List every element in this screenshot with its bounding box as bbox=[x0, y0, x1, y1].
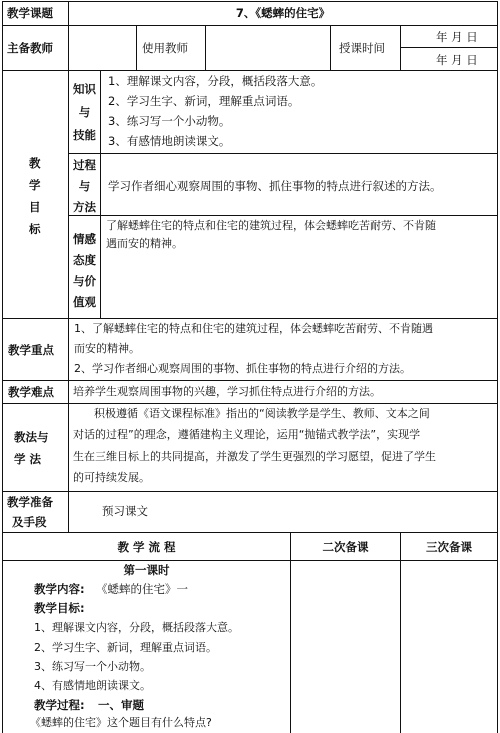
knowledge-item: 1、理解课文内容，分段，概括段落大意。 bbox=[108, 74, 323, 88]
table-rule-vertical bbox=[330, 25, 331, 70]
process-step: 一、审题 bbox=[98, 698, 144, 712]
table-rule bbox=[2, 491, 498, 492]
knowledge-item: 2、学习生字、新词，理解重点词语。 bbox=[108, 94, 300, 108]
key-points-text: 1、了解蟋蟀住宅的特点和住宅的建筑过程，体会蟋蟀吃苦耐劳、不肯随遇 bbox=[74, 322, 433, 335]
user-teacher-label: 使用教师 bbox=[142, 41, 188, 55]
period-title: 第一课时 bbox=[123, 563, 170, 577]
table-rule-vertical bbox=[136, 25, 137, 70]
goals-title-char: 学 bbox=[29, 178, 41, 192]
method-text: 生在三维目标上的共同提高，并激发了学生更强烈的学习愿望，促进了学生 bbox=[73, 450, 436, 463]
table-rule-vertical bbox=[205, 25, 206, 70]
lesson-goal: 4、有感情地朗读课文。 bbox=[34, 679, 151, 692]
date-line: 年 月 日 bbox=[436, 30, 478, 44]
table-border-right bbox=[497, 1, 498, 733]
table-rule bbox=[68, 153, 498, 154]
table-rule-vertical bbox=[400, 532, 401, 733]
knowledge-label: 技能 bbox=[73, 128, 96, 142]
emotion-text: 遇而安的精神。 bbox=[106, 237, 183, 250]
main-teacher-label: 主备教师 bbox=[7, 41, 53, 55]
flow-header: 教 学 流 程 bbox=[117, 540, 176, 554]
emotion-label: 情感 bbox=[73, 232, 96, 246]
table-rule-vertical bbox=[290, 532, 291, 733]
emotion-text: 了解蟋蟀住宅的特点和住宅的建筑过程，体会蟋蟀吃苦耐劳、不肯随 bbox=[106, 219, 436, 232]
table-rule bbox=[68, 215, 498, 216]
emotion-label: 与价 bbox=[73, 274, 96, 288]
table-rule-vertical bbox=[400, 25, 401, 70]
goals-label: 教学目标: bbox=[34, 601, 85, 615]
key-points-text: 而安的精神。 bbox=[74, 342, 140, 355]
process-label-lesson: 教学过程: bbox=[34, 698, 85, 712]
lesson-goal: 2、学习生字、新词，理解重点词语。 bbox=[34, 641, 217, 654]
table-rule-vertical bbox=[100, 70, 101, 318]
table-rule bbox=[2, 560, 498, 561]
table-rule bbox=[2, 318, 498, 319]
difficulty-text: 培养学生观察周围事物的兴趣，学习抓住特点进行介绍的方法。 bbox=[73, 385, 381, 398]
knowledge-item: 3、有感情地朗读课文。 bbox=[108, 134, 231, 148]
knowledge-label: 知识 bbox=[73, 82, 96, 96]
topic-value: 7、《蟋蟀的住宅》 bbox=[235, 6, 331, 20]
content-value: 《蟋蟀的住宅》一 bbox=[96, 582, 188, 596]
knowledge-item: 3、练习写一个小动物。 bbox=[108, 114, 231, 128]
class-time-label: 授课时间 bbox=[339, 41, 385, 55]
lesson-goal: 3、练习写一个小动物。 bbox=[34, 660, 151, 673]
lesson-goal: 1、理解课文内容，分段，概括段落大意。 bbox=[34, 621, 239, 634]
table-rule bbox=[2, 70, 498, 71]
process-label: 方法 bbox=[73, 200, 96, 214]
table-rule bbox=[2, 532, 498, 533]
goals-title-char: 标 bbox=[29, 222, 41, 236]
emotion-label: 态度 bbox=[73, 253, 96, 267]
second-prep-header: 二次备课 bbox=[322, 540, 369, 554]
goals-title-char: 目 bbox=[29, 200, 41, 214]
table-rule bbox=[400, 47, 498, 48]
table-rule bbox=[2, 25, 498, 26]
method-text: 对话的过程”的理念，遵循建构主义理论，运用“抛锚式教学法”，实现学 bbox=[73, 428, 421, 441]
table-rule bbox=[2, 403, 498, 404]
prep-text: 预习课文 bbox=[102, 504, 148, 518]
emotion-label: 值观 bbox=[73, 295, 96, 309]
topic-label: 教学课题 bbox=[7, 6, 53, 20]
process-text: 学习作者细心观察周围的事物、抓住事物的特点进行叙述的方法。 bbox=[108, 179, 442, 193]
key-points-label: 教学重点 bbox=[8, 343, 54, 357]
prep-label: 及手段 bbox=[12, 515, 47, 529]
method-text: 积极遵循《语文课程标准》指出的“阅读教学是学生、教师、文本之间 bbox=[94, 407, 430, 420]
difficulty-label: 教学难点 bbox=[8, 385, 54, 399]
table-rule bbox=[2, 380, 498, 381]
content-label: 教学内容: bbox=[34, 582, 85, 596]
process-label: 过程 bbox=[73, 158, 96, 172]
third-prep-header: 三次备课 bbox=[426, 540, 472, 554]
knowledge-label: 与 bbox=[78, 105, 91, 119]
method-label: 学 法 bbox=[14, 452, 42, 466]
table-border-left bbox=[2, 1, 3, 733]
method-label: 教法与 bbox=[14, 430, 49, 444]
key-points-text: 2、学习作者细心观察周围的事物、抓住事物的特点进行介绍的方法。 bbox=[74, 362, 411, 375]
table-border-top bbox=[2, 1, 498, 2]
date-line: 年 月 日 bbox=[436, 53, 478, 67]
question-text: 《蟋蟀的住宅》这个题目有什么特点? bbox=[30, 716, 212, 729]
prep-label: 教学准备 bbox=[7, 495, 53, 509]
process-label: 与 bbox=[78, 179, 91, 193]
method-text: 的可持续发展。 bbox=[73, 471, 150, 484]
goals-title-char: 教 bbox=[29, 156, 41, 170]
